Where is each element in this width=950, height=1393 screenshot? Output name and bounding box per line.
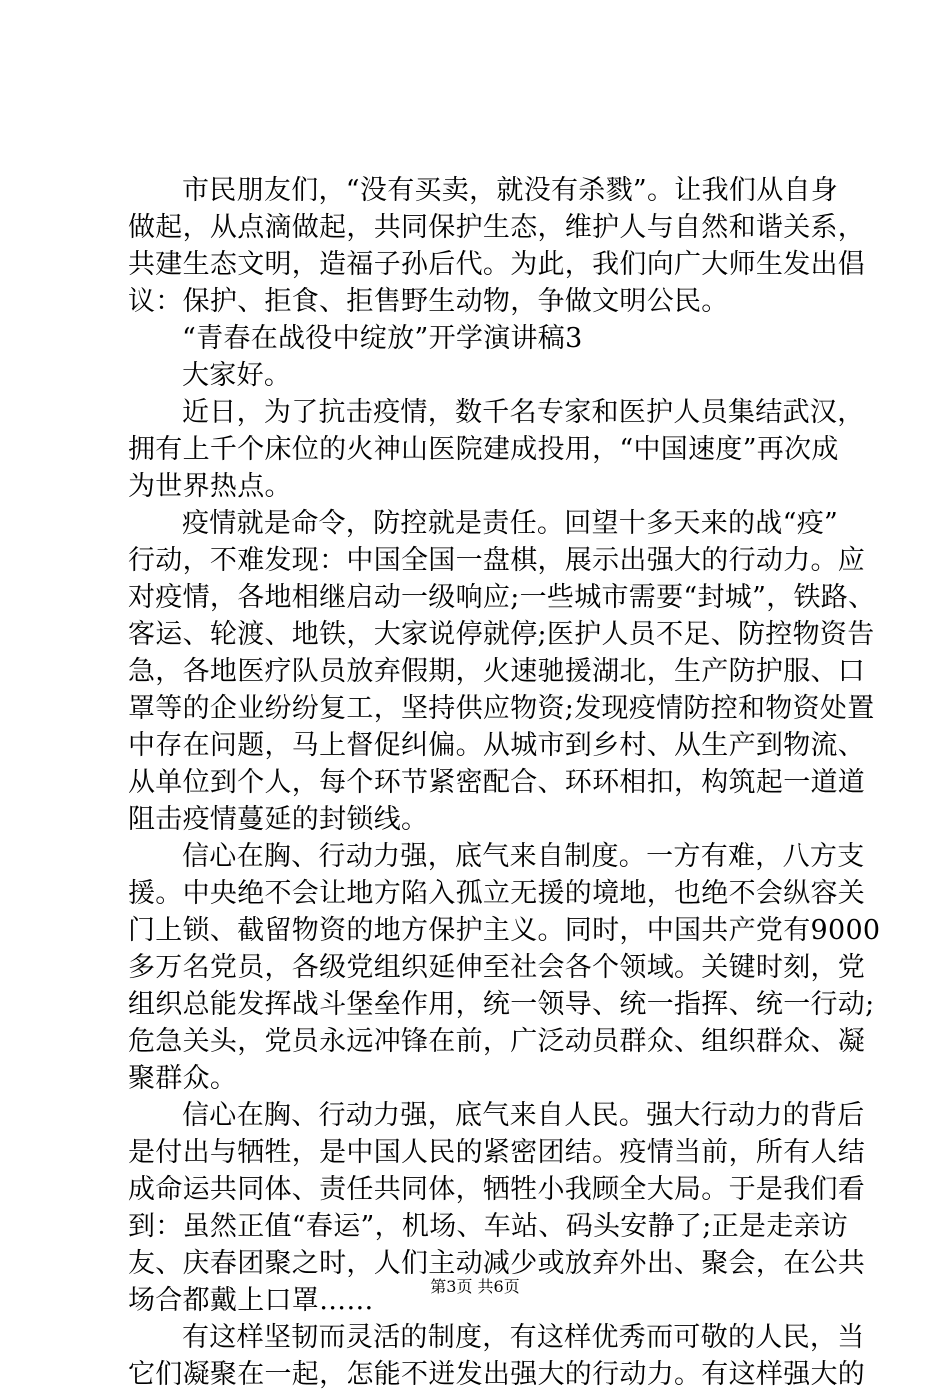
text-line: 议：保护、拒食、拒售野生动物，争做文明公民。 [128,286,729,317]
paragraph-1 [128,172,866,320]
text-line: 援。中央绝不会让地方陷入孤立无援的境地，也绝不会纵容关 [128,878,866,909]
text-line: 有这样坚韧而灵活的制度，有这样优秀而可敬的人民，当 [182,1322,865,1353]
text-line: 成命运共同体、责任共同体，牺牲小我顾全大局。于是我们看 [128,1174,866,1205]
text-line: 拥有上千个床位的火神山医院建成投用，“中国速度”再次成 [128,434,839,465]
text-line: 到：虽然正值“春运”，机场、车站、码头安静了;正是走亲访 [128,1211,849,1242]
text-line: 组织总能发挥战斗堡垒作用，统一领导、统一指挥、统一行动; [128,989,875,1020]
paragraph-6 [128,1319,866,1393]
text-line: 大家好。 [182,360,292,391]
text-line: 它们凝聚在一起，怎能不迸发出强大的行动力。有这样强大的 [128,1359,866,1390]
text-line: 急，各地医疗队员放弃假期，火速驰援湖北，生产防护服、口 [128,656,866,687]
text-line: 共建生态文明，造福子孙后代。为此，我们向广大师生发出倡 [128,249,866,280]
paragraph-2 [128,394,865,505]
text-line: 友、庆春团聚之时，人们主动减少或放弃外出、聚会，在公共 [128,1248,866,1279]
text-line: 门上锁、截留物资的地方保护主义。同时，中国共产党有9000 [128,915,881,946]
text-line: 对疫情，各地相继启动一级响应;一些城市需要“封城”，铁路、 [128,582,876,613]
text-line: 是付出与牺牲，是中国人民的紧密团结。疫情当前，所有人结 [128,1137,866,1168]
page-footer: 第3页 共6页 [430,1277,520,1296]
text-line: 为世界热点。 [128,471,292,502]
document-body [128,172,881,1393]
text-line: 客运、轮渡、地铁，大家说停就停;医护人员不足、防控物资告 [128,619,875,650]
text-line: 做起，从点滴做起，共同保护生态，维护人与自然和谐关系， [128,212,866,243]
text-line: 危急关头，党员永远冲锋在前，广泛动员群众、组织群众、凝 [128,1026,866,1057]
text-line: 多万名党员，各级党组织延伸至社会各个领域。关键时刻，党 [128,952,866,983]
text-line: 聚群众。 [128,1063,238,1094]
text-line: 近日，为了抗击疫情，数千名专家和医护人员集结武汉， [182,397,865,428]
text-line: 疫情就是命令，防控就是责任。回望十多天来的战“疫” [182,508,839,539]
speech-title [128,320,838,357]
text-line: 场合都戴上口罩…… [128,1285,374,1316]
text-line: 罩等的企业纷纷复工，坚持供应物资;发现疫情防控和物资处置 [128,693,875,724]
text-line: 市民朋友们，“没有买卖，就没有杀戮”。让我们从自身 [182,175,839,206]
text-line: 信心在胸、行动力强，底气来自制度。一方有难，八方支 [182,841,865,872]
greeting [128,357,838,394]
paragraph-4 [128,838,881,1097]
text-line: 从单位到个人，每个环节紧密配合、环环相扣，构筑起一道道 [128,767,866,798]
paragraph-3 [128,505,876,838]
text-line: 阻击疫情蔓延的封锁线。 [128,804,429,835]
text-line: “青春在战役中绽放”开学演讲稿3 [182,323,583,354]
text-line: 信心在胸、行动力强，底气来自人民。强大行动力的背后 [182,1100,865,1131]
text-line: 行动，不难发现：中国全国一盘棋，展示出强大的行动力。应 [128,545,866,576]
text-line: 中存在问题，马上督促纠偏。从城市到乡村、从生产到物流、 [128,730,866,761]
